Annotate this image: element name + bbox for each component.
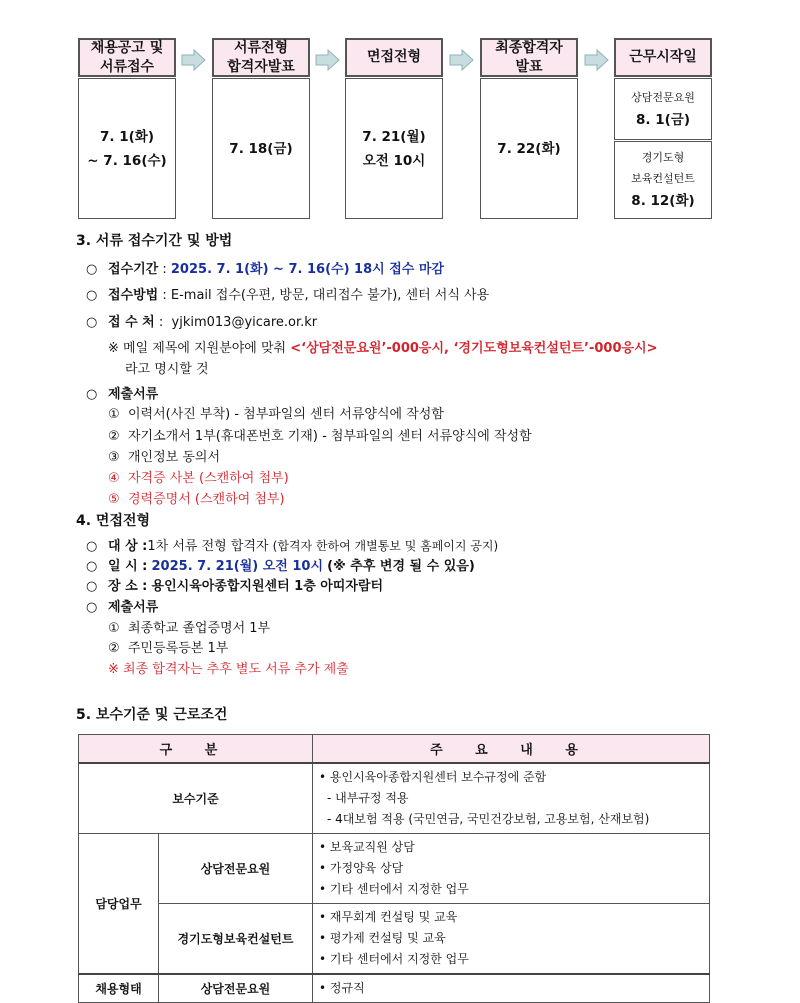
table-row [79, 904, 710, 975]
arrow-right-icon [449, 49, 474, 71]
table-header-row [79, 735, 710, 764]
counselor-duties: • 보육교직원 상담 • 가정양육 상담 • 기타 센터에서 지정한 업무 [313, 834, 710, 904]
mail-subject-note: ※ 메일 제목에 지원분야에 맞춰 <‘상담전문요원’-000응시, ‘경기도형보육컨설턴트’-000응시> [108, 341, 658, 356]
arrow-right-icon [181, 49, 206, 71]
stage-4-title: 최종합격자 발표 [480, 38, 578, 77]
doc-item: ④ 자격증 사본 (스캔하여 첨부) [108, 471, 289, 486]
pay-content: • 용인시육아종합지원센터 보수규정에 준함 - 내부규정 적용 - 4대보험 적용 (국민연금, 국민건강보험, 고용보험, 산재보험) [313, 763, 710, 834]
stage-4-date: 7. 22(화) [480, 78, 578, 219]
doc-item: ② 자기소개서 1부(휴대폰번호 기재) - 첨부파일의 센터 서류양식에 작성함 [108, 429, 532, 444]
duty-label: 담당업무 [79, 834, 159, 975]
interview-target: ○ 대 상 :1차 서류 전형 합격자 (합격자 한하여 개별통보 및 홈페이지 공지) [86, 539, 499, 554]
interview-place: ○ 장 소 : 용인시육아종합지원센터 1층 아띠자람터 [86, 579, 384, 594]
col-category-header: 구 분 [79, 735, 313, 764]
stage-2-date: 7. 18(금) [212, 78, 310, 219]
start-date-consultant: 경기도형 보육컨설턴트 8. 12(화) [614, 141, 712, 219]
stage-1-date: 7. 1(화) ~ 7. 16(수) [78, 78, 176, 219]
mail-subject-note-2: 라고 명시할 것 [125, 362, 209, 377]
table-row [79, 974, 710, 1003]
doc-item: ① 이력서(사진 부착) - 첨부파일의 센터 서류양식에 작성함 [108, 407, 444, 422]
counselor-label: 상담전문요원 [159, 834, 313, 904]
interview-docs-heading: ○ 제출서류 [86, 600, 159, 615]
method-line: ○ 접수방법 : E-mail 접수(우편, 방문, 대리접수 불가), 센터 서식 사용 [86, 288, 490, 303]
arrow-right-icon [315, 49, 340, 71]
start-date-counselor: 상담전문요원 8. 1(금) [614, 78, 712, 140]
employment-value: • 정규직 [313, 974, 710, 1003]
stage-3-title: 면접전형 [345, 38, 443, 77]
stage-2-title: 서류전형 합격자발표 [212, 38, 310, 77]
interview-doc-item: ① 최종학교 졸업증명서 1부 [108, 621, 271, 636]
section-5-heading: 5. 보수기준 및 근로조건 [76, 707, 228, 723]
table-row [79, 834, 710, 904]
final-note: ※ 최종 합격자는 추후 별도 서류 추가 제출 [108, 662, 349, 677]
section-3-heading: 3. 서류 접수기간 및 방법 [76, 233, 233, 249]
interview-doc-item: ② 주민등록등본 1부 [108, 641, 229, 656]
consultant-duties: • 재무회계 컨설팅 및 교육 • 평가제 컨설팅 및 교육 • 기타 센터에서 지정한 업무 [313, 904, 710, 975]
pay-conditions-table [78, 734, 710, 1003]
consultant-label: 경기도형보육컨설턴트 [159, 904, 313, 975]
table-row [79, 763, 710, 834]
stage-1-title: 채용공고 및 서류접수 [78, 38, 176, 77]
interview-date: ○ 일 시 : 2025. 7. 21(월) 오전 10시 (※ 추후 변경 될 수 있음) [86, 559, 475, 574]
col-content-header: 주 요 내 용 [313, 735, 710, 764]
pay-label: 보수기준 [79, 763, 313, 834]
dest-line: ○ 접 수 처 : yjkim013@yicare.or.kr [86, 315, 318, 330]
doc-item: ⑤ 경력증명서 (스캔하여 첨부) [108, 492, 285, 507]
employment-sub-label: 상담전문요원 [159, 974, 313, 1003]
employment-label: 채용형태 [79, 974, 159, 1003]
stage-5-title: 근무시작일 [614, 38, 712, 77]
docs-heading: ○ 제출서류 [86, 387, 159, 402]
doc-item: ③ 개인정보 동의서 [108, 450, 221, 465]
period-line: ○ 접수기간 : 2025. 7. 1(화) ~ 7. 16(수) 18시 접수 마감 [86, 262, 444, 277]
stage-3-date: 7. 21(월) 오전 10시 [345, 78, 443, 219]
section-4-heading: 4. 면접전형 [76, 513, 151, 529]
arrow-right-icon [584, 49, 609, 71]
